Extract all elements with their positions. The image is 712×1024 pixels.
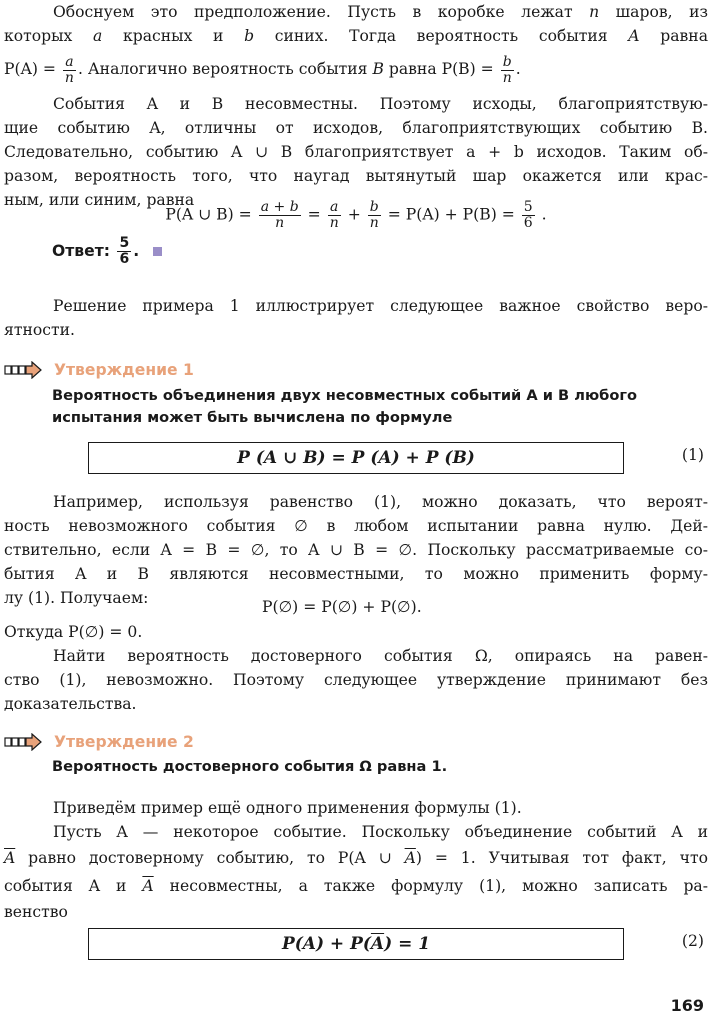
equation-number-1: (1) [681, 446, 704, 464]
statement-2-title: Утверждение 2 [54, 733, 194, 751]
paragraph-certain-event: Найти вероятность достоверного события Ω, опираясь на равен- ство (1), невозможно. Поэтому следующее утверждение принимают без доказательства. [4, 647, 708, 713]
qed-square-icon [153, 247, 162, 256]
paragraph-intro: Обоснуем это предположение. Пусть в коробке лежат n шаров, из которых a красных и b синих. Тогда вероятность события A равна P(A) = $\frac{a}{n}$ . Аналогично вероятность события B равна P(B) = $\frac{b}{n}$ . [4, 3, 708, 86]
statement-2-heading [4, 730, 194, 754]
equation-number-2: (2) [681, 932, 704, 950]
statement-arrow-icon [4, 361, 42, 379]
formula-box-2: P(A) + P( $\overline{A}$ ) = 1 [88, 928, 624, 960]
paragraph-incompatible: События A и B несовместны. Поэтому исходы, благоприятствую- щие событию A, отличны от исходов, благоприятствующих событию B. Следовательно, событию A ∪ B благоприятствует a + b исходов. Таким об- разом, вероятность того, что наугад вытянутый шар окажется или крас- ным, или синим, равна [4, 95, 708, 209]
paragraph-impossible-event: Например, используя равенство (1), можно доказать, что вероят- ность невозможного события ∅ в любом испытании равна нулю. Дей- ствительно, если A = B = ∅, то A ∪ B = ∅. Поскольку рассматриваемые со- бытия A и B являются несовместными, то можно применить форму- лу (1). Получаем: [4, 493, 708, 607]
formula-empty-set: P(∅) = P(∅) + P(∅). [262, 598, 422, 616]
statement-2-text: Вероятность достоверного события Ω равна 1. [52, 758, 448, 775]
paragraph-property: Решение примера 1 иллюстрирует следующее важное свойство веро- ятности. [4, 297, 708, 339]
paragraph-complement: Приведём пример ещё одного применения формулы (1). Пусть A — некоторое событие. Поскольку объединение событий A и $\overline{A}$ равно достоверному событию, то P(A ∪ $\overline{A}) = 1$. Учитывая тот факт, что события A и $\overline{A}$ несовместны, а также формулу (1), можно записать ра- венство [4, 799, 708, 921]
formula-union-probability: P(A ∪ B) = $\frac{a + b}{n}$ = $\frac{a}{n}$ + $\frac{b}{n}$ = P(A) + P(B) = $\frac{5}{6}$ . [165, 199, 547, 231]
paragraph-conclusion: Откуда P(∅) = 0. [4, 623, 143, 641]
statement-1-heading [4, 358, 194, 382]
answer-line: Ответ: $\frac{5}{6}$ . [52, 236, 162, 267]
statement-1-text: Вероятность объединения двух несовместных событий A и B любого испытания может быть вычислена по формуле [52, 387, 637, 426]
formula-box-1: P (A ∪ B) = P (A) + P (B) [88, 442, 624, 474]
statement-1-title: Утверждение 1 [54, 361, 194, 379]
page-number: 169 [670, 996, 704, 1015]
statement-arrow-icon [4, 733, 42, 751]
